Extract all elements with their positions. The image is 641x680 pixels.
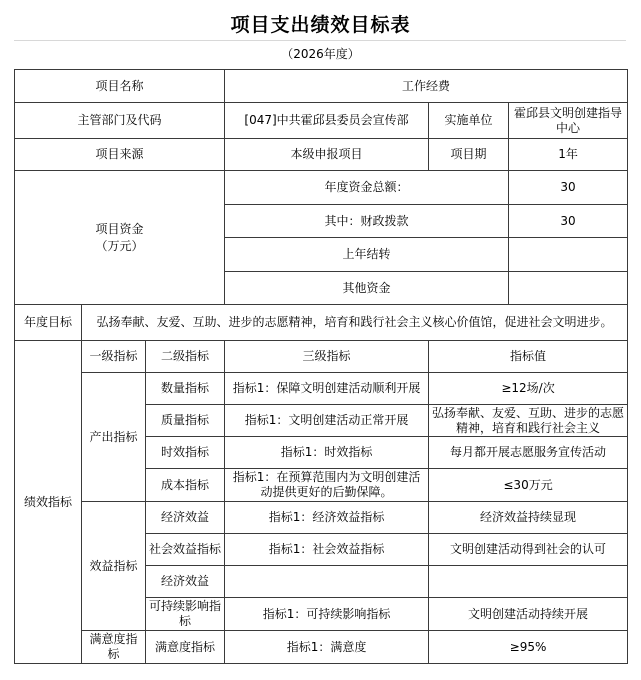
level2-cell: 时效指标 (146, 437, 225, 469)
title-divider (14, 40, 626, 41)
value-cell: ≥95% (429, 631, 628, 664)
level3-cell: 指标1：可持续影响指标 (225, 598, 429, 631)
level2-cell: 可持续影响指标 (146, 598, 225, 631)
table-row (15, 631, 628, 664)
col-header-level1: 一级指标 (82, 341, 146, 373)
output-indicator-label: 产出指标 (82, 373, 146, 502)
period-value: 1年 (509, 139, 628, 171)
funds-row-label: 其中：财政拨款 (225, 205, 509, 238)
level3-cell: 指标1：满意度 (225, 631, 429, 664)
annual-goal-label: 年度目标 (15, 305, 82, 341)
year-subtitle: （2026年度） (281, 47, 360, 61)
level2-cell: 数量指标 (146, 373, 225, 405)
funds-row-value: 30 (509, 205, 628, 238)
annual-goal-text: 弘扬奉献、友爱、互助、进步的志愿精神，培育和践行社会主义核心价值馆，促进社会文明进步。 (82, 305, 628, 341)
performance-label: 绩效指标 (15, 341, 82, 664)
row-department (15, 103, 628, 139)
level3-cell: 指标1：时效指标 (225, 437, 429, 469)
level3-cell: 指标1：文明创建活动正常开展 (225, 405, 429, 437)
col-header-level2: 二级指标 (146, 341, 225, 373)
col-header-value: 指标值 (429, 341, 628, 373)
level3-cell: 指标1：在预算范围内为文明创建活动提供更好的后勤保障。 (225, 469, 429, 502)
level3-cell (225, 566, 429, 598)
satisfaction-indicator-label: 满意度指标 (82, 631, 146, 664)
funds-row-label: 年度资金总额： (225, 171, 509, 205)
impl-unit-label: 实施单位 (429, 103, 509, 139)
row-annual-goal (15, 305, 628, 341)
level2-cell: 经济效益 (146, 502, 225, 534)
row-funds-total (15, 171, 628, 205)
level2-cell: 经济效益 (146, 566, 225, 598)
value-cell: 文明创建活动得到社会的认可 (429, 534, 628, 566)
funds-row-value (509, 272, 628, 305)
funds-label: 项目资金 （万元） (15, 171, 225, 305)
value-cell (429, 566, 628, 598)
table-row (15, 373, 628, 405)
col-header-level3: 三级指标 (225, 341, 429, 373)
funds-row-value (509, 238, 628, 272)
source-label: 项目来源 (15, 139, 225, 171)
dept-value: [047]中共霍邱县委员会宣传部 (225, 103, 429, 139)
period-label: 项目期 (429, 139, 509, 171)
level2-cell: 社会效益指标 (146, 534, 225, 566)
table-row (15, 502, 628, 534)
level2-cell: 质量指标 (146, 405, 225, 437)
level2-cell: 满意度指标 (146, 631, 225, 664)
row-project-name (15, 70, 628, 103)
source-value: 本级申报项目 (225, 139, 429, 171)
impl-unit-value: 霍邱县文明创建指导中心 (509, 103, 628, 139)
benefit-indicator-label: 效益指标 (82, 502, 146, 631)
value-cell: ≤30万元 (429, 469, 628, 502)
project-name-label: 项目名称 (15, 70, 225, 103)
value-cell: 文明创建活动持续开展 (429, 598, 628, 631)
value-cell: 弘扬奉献、友爱、互助、进步的志愿精神，培育和践行社会主义 (429, 405, 628, 437)
row-performance-header (15, 341, 628, 373)
level2-cell: 成本指标 (146, 469, 225, 502)
level3-cell: 指标1：保障文明创建活动顺利开展 (225, 373, 429, 405)
project-name-value: 工作经费 (225, 70, 628, 103)
row-source (15, 139, 628, 171)
value-cell: ≥12场/次 (429, 373, 628, 405)
value-cell: 每月都开展志愿服务宣传活动 (429, 437, 628, 469)
page-title: 项目支出绩效目标表 (230, 14, 411, 36)
dept-label: 主管部门及代码 (15, 103, 225, 139)
value-cell: 经济效益持续显现 (429, 502, 628, 534)
funds-row-label: 其他资金 (225, 272, 509, 305)
performance-target-table (14, 69, 628, 664)
funds-row-label: 上年结转 (225, 238, 509, 272)
funds-row-value: 30 (509, 171, 628, 205)
level3-cell: 指标1：社会效益指标 (225, 534, 429, 566)
level3-cell: 指标1：经济效益指标 (225, 502, 429, 534)
